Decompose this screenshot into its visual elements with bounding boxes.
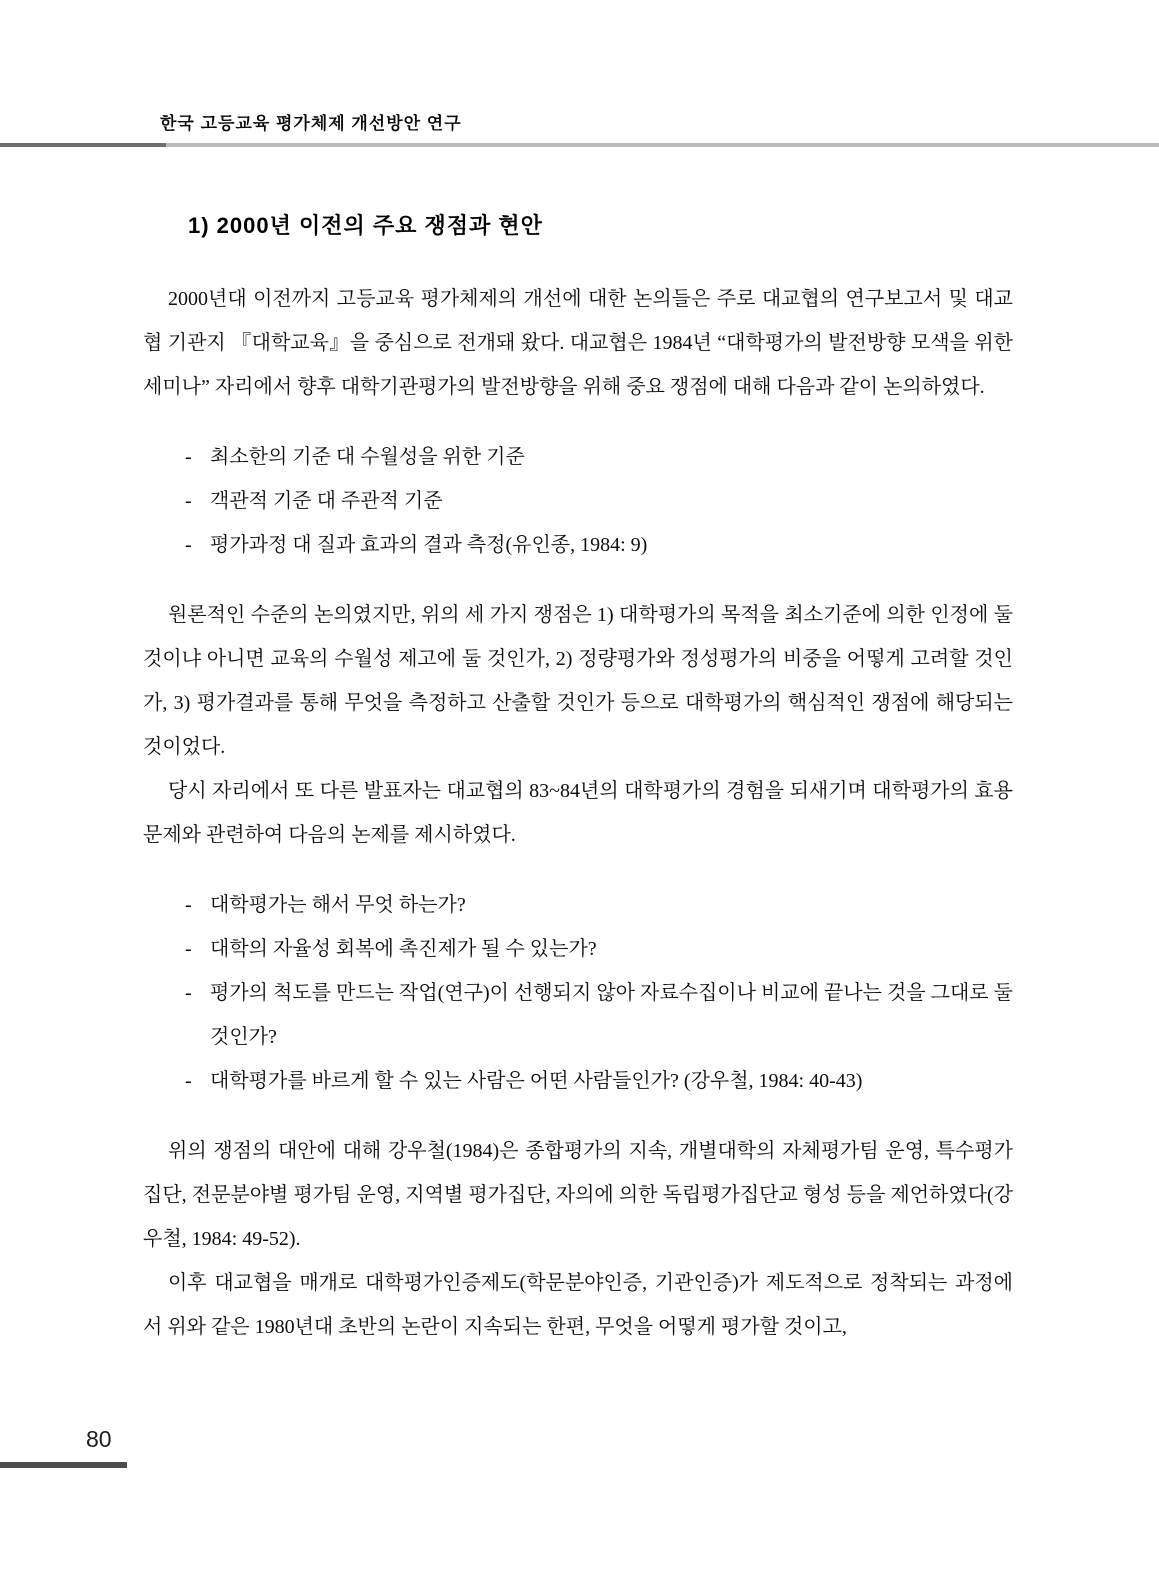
- running-head: 한국 고등교육 평가체제 개선방안 연구: [160, 114, 462, 133]
- page-header: [0, 0, 1159, 147]
- paragraph-intro: 2000년대 이전까지 고등교육 평가체제의 개선에 대한 논의들은 주로 대교협의 연구보고서 및 대교협 기관지 『대학교육』을 중심으로 전개돼 왔다. 대교협은 1984년 “대학평가의 발전방향 모색을 위한 세미나” 자리에서 향후 대학기관평가의 발전방향을 위해 중요 쟁점에 대해 다음과 같이 논의하였다.: [143, 288, 1013, 398]
- issue-list-1984: [143, 435, 1013, 567]
- question-list: [143, 883, 1013, 1103]
- section-heading: 1) 2000년 이전의 주요 쟁점과 현안: [188, 213, 543, 238]
- list-item-text: 평가과정 대 질과 효과의 결과 측정(유인종, 1984: 9): [210, 534, 648, 556]
- list-item: [185, 1059, 1013, 1103]
- list-item-text: 대학의 자율성 회복에 촉진제가 될 수 있는가?: [210, 938, 597, 960]
- list-item: [185, 927, 1013, 971]
- header-rule-dark-segment: [0, 143, 166, 147]
- list-item: [185, 971, 1013, 1059]
- list-item-text: 대학평가를 바르게 할 수 있는 사람은 어떤 사람들인가? (강우철, 1984: 40-43): [210, 1070, 863, 1092]
- list-item-text: 최소한의 기준 대 수월성을 위한 기준: [210, 446, 525, 468]
- list-item: [185, 479, 1013, 523]
- dash-marker: -: [185, 490, 192, 512]
- dash-marker: -: [185, 1070, 192, 1092]
- dash-marker: -: [185, 982, 192, 1004]
- list-item-text: 대학평가는 해서 무엇 하는가?: [210, 894, 466, 916]
- paragraph-discussion: 원론적인 수준의 논의였지만, 위의 세 가지 쟁점은 1) 대학평가의 목적을 최소기준에 의한 인정에 둘 것이냐 아니면 교육의 수월성 제고에 둘 것인가, 2) 정량평가와 정성평가의 비중을 어떻게 고려할 것인가, 3) 평가결과를 통해 무엇을 측정하고 산출할 것인가 등으로 대학평가의 핵심적인 쟁점에 해당되는 것이었다.: [143, 604, 1013, 758]
- paragraph-closing: 이후 대교협을 매개로 대학평가인증제도(학문분야인증, 기관인증)가 제도적으로 정착되는 과정에서 위와 같은 1980년대 초반의 논란이 지속되는 한편, 무엇을 어떻게 평가할 것이고,: [143, 1272, 1013, 1338]
- list-item-text: 평가의 척도를 만드는 작업(연구)이 선행되지 않아 자료수집이나 비교에 끝나는 것을 그대로 둘 것인가?: [210, 982, 1013, 1048]
- paragraph-alternatives: 위의 쟁점의 대안에 대해 강우철(1984)은 종합평가의 지속, 개별대학의 자체평가팀 운영, 특수평가집단, 전문분야별 평가팀 운영, 지역별 평가집단, 자의에 의한 독립평가집단교 형성 등을 제언하였다(강우철, 1984: 49-52).: [143, 1140, 1013, 1250]
- list-item-text: 객관적 기준 대 주관적 기준: [210, 490, 443, 512]
- dash-marker: -: [185, 938, 192, 960]
- dash-marker: -: [185, 894, 192, 916]
- list-item: [185, 523, 1013, 567]
- dash-marker: -: [185, 446, 192, 468]
- footer-bar: [0, 1462, 127, 1468]
- page-body: [143, 211, 1013, 1349]
- list-item: [185, 883, 1013, 927]
- dash-marker: -: [185, 534, 192, 556]
- header-rule: [0, 143, 1159, 147]
- paragraph-presenter: 당시 자리에서 또 다른 발표자는 대교협의 83~84년의 대학평가의 경험을 되새기며 대학평가의 효용 문제와 관련하여 다음의 논제를 제시하였다.: [143, 780, 1013, 846]
- page-number: 80: [86, 1426, 112, 1452]
- list-item: [185, 435, 1013, 479]
